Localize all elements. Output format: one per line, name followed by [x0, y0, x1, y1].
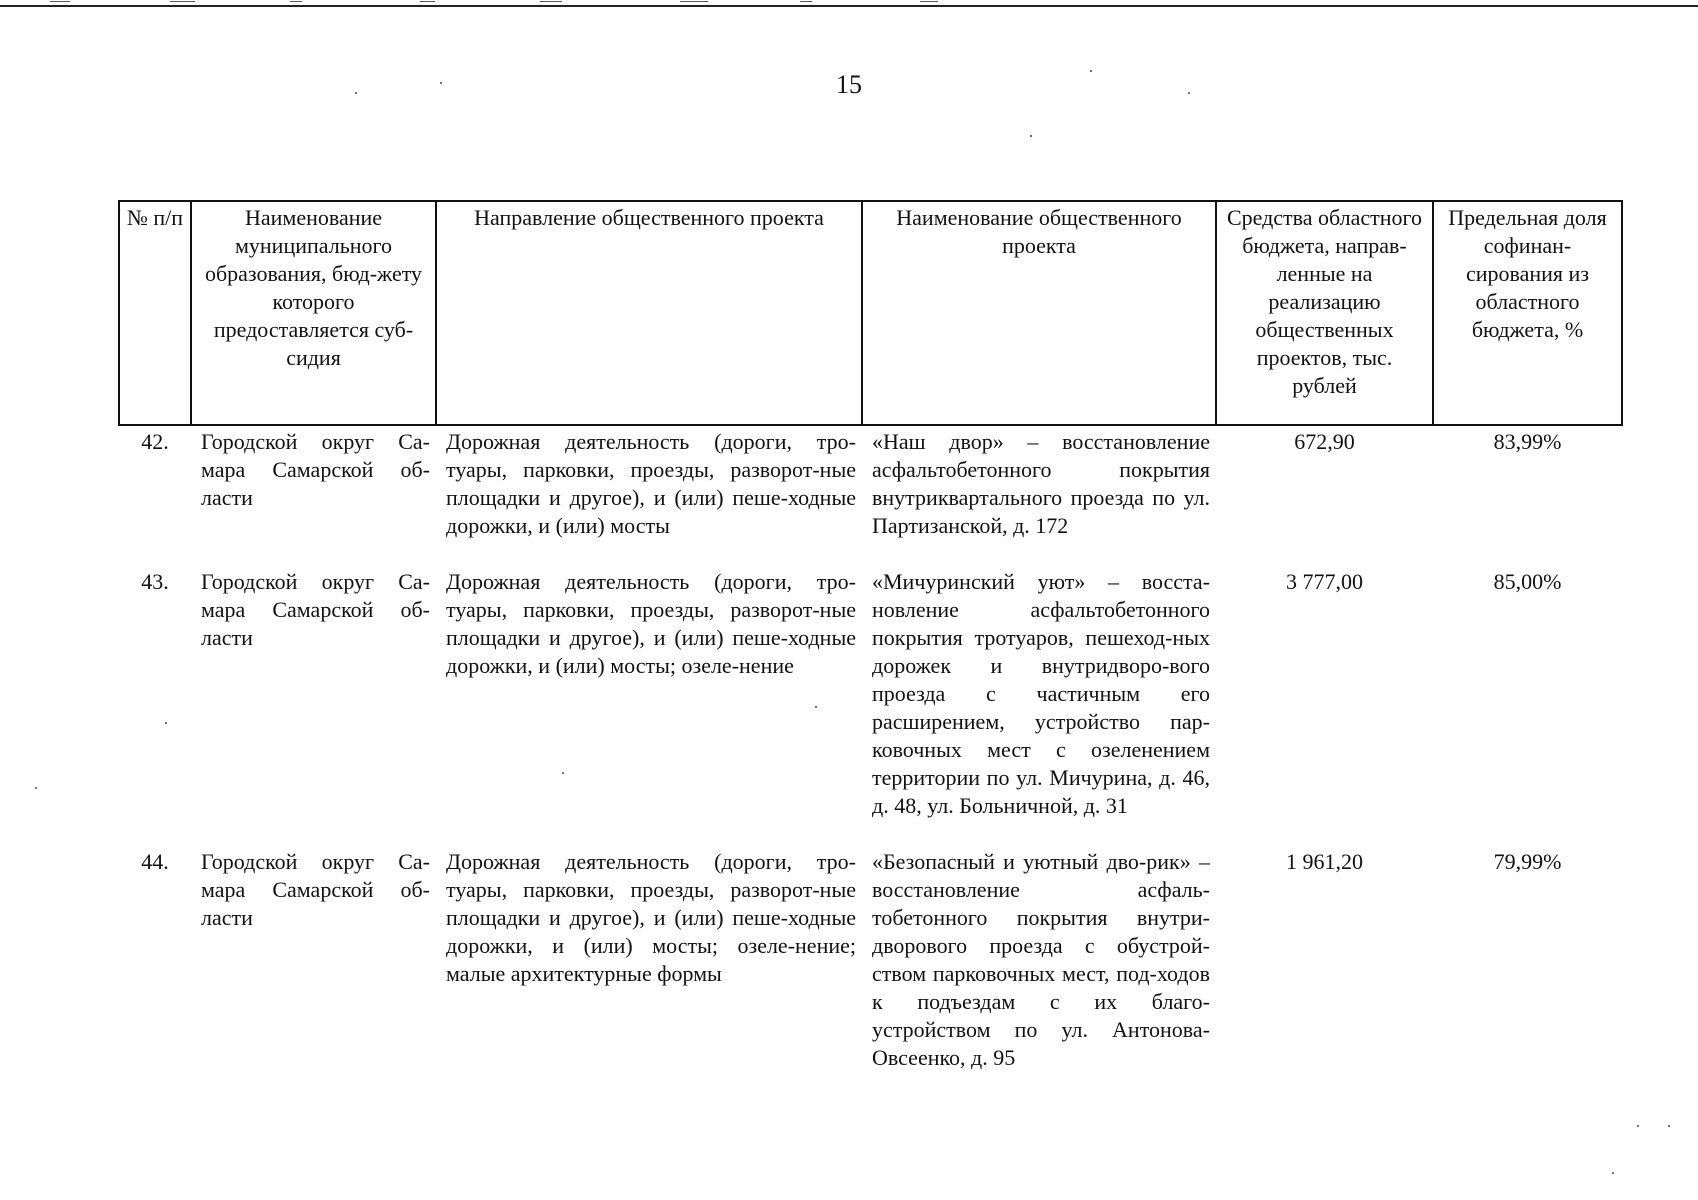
header-municipality: Наименование муниципального образования, бюд-жету которого предоставляется суб-сидия	[191, 201, 436, 425]
header-number: № п/п	[119, 201, 191, 425]
header-project-name: Наименование общественного проекта	[862, 201, 1216, 425]
row-direction: Дорожная деятельность (дороги, тро-туары, парковки, проезды, разворот-ные площадки и другое), и (или) пеше-ходные дорожки, и (или) мосты; озеле-нение; малые архитектурные формы	[446, 849, 856, 986]
table-row	[119, 566, 1622, 846]
row-number: 42.	[141, 429, 169, 454]
row-funds: 1 961,20	[1286, 849, 1363, 874]
row-share: 79,99%	[1493, 849, 1562, 874]
row-share: 83,99%	[1493, 429, 1562, 454]
row-municipality: Городской округ Са-мара Самарской об-ласти	[201, 569, 430, 650]
row-number: 43.	[141, 569, 169, 594]
scan-speck	[35, 787, 37, 789]
top-scan-marks	[40, 0, 940, 5]
header-direction: Направление общественного проекта	[436, 201, 862, 425]
header-funds: Средства областного бюджета, направ-ленные на реализацию общественных проектов, тыс. рублей	[1216, 201, 1433, 425]
header-share: Предельная доля софинан-сирования из областного бюджета, %	[1433, 201, 1622, 425]
row-project-name: «Мичуринский уют» – восста-новление асфальтобетонного покрытия тротуаров, пешеход-ных дорожек и внутридворо-вого проезда с частичным его расширением, устройство пар-ковочных мест с озеленением территории по ул. Мичурина, д. 46, д. 48, ул. Больничной, д. 31	[872, 569, 1210, 818]
scan-speck	[440, 82, 442, 84]
row-project-name: «Безопасный и уютный дво-рик» – восстановление асфаль-тобетонного покрытия внутри-дворового проезда с обустрой-ством парковочных мест, под-ходов к подъездам с их благо-устройством по ул. Антонова-Овсеенко, д. 95	[872, 849, 1210, 1070]
table-row	[119, 425, 1622, 566]
scan-speck	[1612, 1172, 1614, 1174]
row-funds: 672,90	[1294, 429, 1355, 454]
row-direction: Дорожная деятельность (дороги, тро-туары, парковки, проезды, разворот-ные площадки и другое), и (или) пеше-ходные дорожки, и (или) мосты	[446, 429, 856, 538]
scan-speck	[1188, 92, 1190, 94]
row-direction: Дорожная деятельность (дороги, тро-туары, парковки, проезды, разворот-ные площадки и другое), и (или) пеше-ходные дорожки, и (или) мосты; озеле-нение	[446, 569, 856, 678]
row-municipality: Городской округ Са-мара Самарской об-ласти	[201, 849, 430, 930]
page-number: 15	[836, 70, 862, 99]
row-project-name: «Наш двор» – восстановление асфальтобетонного покрытия внутриквартального проезда по ул. Партизанской, д. 172	[872, 429, 1210, 538]
top-border-line	[0, 5, 1698, 7]
subsidy-table	[118, 200, 1623, 1098]
scan-speck	[355, 92, 357, 94]
scan-speck	[1637, 1125, 1639, 1127]
table-header-row	[119, 201, 1622, 425]
row-number: 44.	[141, 849, 169, 874]
row-share: 85,00%	[1493, 569, 1562, 594]
scan-speck	[1030, 135, 1032, 137]
row-funds: 3 777,00	[1286, 569, 1363, 594]
row-municipality: Городской округ Са-мара Самарской об-ласти	[201, 429, 430, 510]
scan-speck	[1668, 1125, 1670, 1127]
scan-speck	[1090, 70, 1092, 72]
table-row	[119, 846, 1622, 1098]
